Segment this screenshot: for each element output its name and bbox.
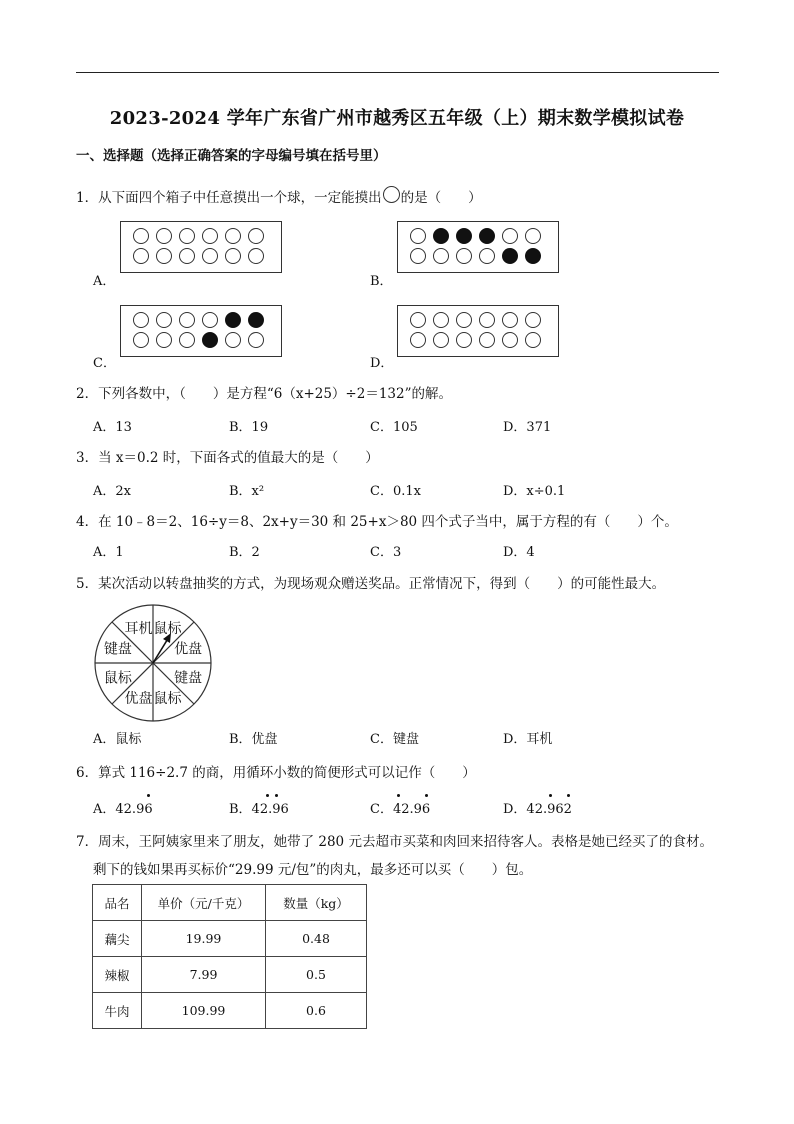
white-ball	[433, 332, 449, 348]
food-table	[92, 884, 367, 1029]
q2-option-a: A．13	[93, 420, 132, 435]
white-ball	[502, 312, 518, 328]
wheel-sector-label: 鼠标	[153, 620, 182, 637]
white-ball	[410, 312, 426, 328]
q4-option-a: A．1	[93, 545, 124, 560]
table-header: 单价（元/千克）	[142, 885, 266, 921]
question-3: 3．当 x＝0.2 时，下面各式的值最大的是（ ）	[76, 450, 379, 466]
black-ball	[479, 228, 495, 244]
q1-box-a	[120, 221, 282, 273]
question-5: 5．某次活动以转盘抽奖的方式，为现场观众赠送奖品。正常情况下，得到（ ）的可能性最大。	[76, 576, 666, 592]
table-row	[93, 993, 367, 1029]
q1-label-a: A．	[93, 274, 116, 289]
white-ball	[525, 312, 541, 328]
q1-box-b	[397, 221, 559, 273]
black-ball	[456, 228, 472, 244]
white-ball	[479, 248, 495, 264]
table-cell: 109.99	[142, 993, 266, 1029]
table-header: 数量（kg）	[266, 885, 367, 921]
q1-label-b: B．	[370, 274, 393, 289]
q1-label-d: D．	[370, 356, 394, 371]
black-ball	[525, 248, 541, 264]
q1-box-c	[120, 305, 282, 357]
white-ball	[410, 248, 426, 264]
white-ball	[156, 312, 172, 328]
q5-option-b: B．优盘	[229, 732, 278, 747]
table-cell: 0.48	[266, 921, 367, 957]
repeat-dot	[425, 794, 428, 797]
table-row	[93, 957, 367, 993]
white-ball	[156, 332, 172, 348]
white-ball	[456, 248, 472, 264]
q4-option-b: B．2	[229, 545, 260, 560]
white-ball	[202, 248, 218, 264]
question-1	[76, 186, 482, 206]
q5-option-d: D．耳机	[503, 732, 553, 747]
white-ball	[179, 248, 195, 264]
section-heading: 一、选择题（选择正确答案的字母编号填在括号里）	[76, 148, 387, 164]
q4-option-c: C．3	[370, 545, 402, 560]
question-2: 2．下列各数中，（ ）是方程“6（x+25）÷2＝132”的解。	[76, 386, 453, 402]
q3-option-c: C．0.1x	[370, 484, 421, 499]
white-ball	[456, 312, 472, 328]
wheel-sector-label: 键盘	[174, 670, 203, 687]
repeat-dot	[275, 794, 278, 797]
white-ball	[179, 332, 195, 348]
question-4: 4．在 10﹣8＝2、16÷y＝8、2x+y＝30 和 25+x＞80 四个式子当中，属于方程的有（ ）个。	[76, 514, 678, 530]
white-ball	[433, 312, 449, 328]
question-7-line-2: 剩下的钱如果再买标价“29.99 元/包”的肉丸，最多还可以买（ ）包。	[93, 862, 533, 878]
q4-option-d: D．4	[503, 545, 535, 560]
black-ball	[433, 228, 449, 244]
top-rule	[76, 72, 719, 73]
white-ball	[225, 248, 241, 264]
white-ball-icon	[383, 186, 400, 203]
wheel-sector-label: 鼠标	[103, 670, 132, 687]
wheel-sector-label: 优盘	[124, 691, 153, 708]
white-ball	[179, 228, 195, 244]
table-cell: 19.99	[142, 921, 266, 957]
table-row	[93, 921, 367, 957]
q1-label-c: C．	[93, 356, 116, 371]
white-ball	[225, 228, 241, 244]
q2-option-d: D．371	[503, 420, 552, 435]
white-ball	[456, 332, 472, 348]
page-title: 2023-2024 学年广东省广州市越秀区五年级（上）期末数学模拟试卷	[109, 108, 685, 129]
q6-option-a: A．42.96	[93, 802, 153, 817]
white-ball	[133, 228, 149, 244]
table-cell: 辣椒	[93, 957, 142, 993]
white-ball	[202, 312, 218, 328]
wheel-sector-label: 键盘	[103, 641, 132, 658]
table-cell: 藕尖	[93, 921, 142, 957]
question-1-text: 1．从下面四个箱子中任意摸出一个球，一定能摸出	[76, 190, 382, 206]
table-cell: 牛肉	[93, 993, 142, 1029]
black-ball	[248, 312, 264, 328]
q3-option-a: A．2x	[93, 484, 131, 499]
white-ball	[248, 332, 264, 348]
q1-box-d	[397, 305, 559, 357]
white-ball	[479, 332, 495, 348]
table-header: 品名	[93, 885, 142, 921]
q5-option-c: C．键盘	[370, 732, 419, 747]
white-ball	[525, 228, 541, 244]
white-ball	[248, 248, 264, 264]
white-ball	[410, 332, 426, 348]
wheel-sector-label: 优盘	[174, 641, 203, 658]
question-7-line-1: 7．周末，王阿姨家里来了朋友，她带了 280 元去超市买菜和肉回来招待客人。表格是她已经买了的食材。	[76, 834, 713, 850]
q6-option-c: C．42.96	[370, 802, 431, 817]
prize-wheel	[92, 602, 214, 724]
wheel-sector-label: 耳机	[124, 620, 153, 637]
repeat-dot	[266, 794, 269, 797]
white-ball	[202, 228, 218, 244]
white-ball	[133, 248, 149, 264]
q2-option-c: C．105	[370, 420, 418, 435]
white-ball	[525, 332, 541, 348]
repeat-dot	[549, 794, 552, 797]
wheel-sector-label: 鼠标	[153, 691, 182, 708]
question-1-text-end: 的是（ ）	[400, 190, 482, 206]
black-ball	[502, 248, 518, 264]
q3-option-b: B．x²	[229, 484, 265, 499]
white-ball	[225, 332, 241, 348]
q3-option-d: D．x÷0.1	[503, 484, 566, 499]
white-ball	[133, 312, 149, 328]
white-ball	[502, 332, 518, 348]
white-ball	[502, 228, 518, 244]
white-ball	[133, 332, 149, 348]
white-ball	[479, 312, 495, 328]
white-ball	[156, 228, 172, 244]
table-cell: 0.5	[266, 957, 367, 993]
black-ball	[225, 312, 241, 328]
white-ball	[156, 248, 172, 264]
white-ball	[410, 228, 426, 244]
table-cell: 0.6	[266, 993, 367, 1029]
question-6: 6．算式 116÷2.7 的商，用循环小数的简便形式可以记作（ ）	[76, 765, 476, 781]
white-ball	[433, 248, 449, 264]
q6-option-b: B．42.96	[229, 802, 289, 817]
white-ball	[179, 312, 195, 328]
q6-option-d: D．42.962	[503, 802, 572, 817]
repeat-dot	[567, 794, 570, 797]
table-header-row	[93, 885, 367, 921]
q2-option-b: B．19	[229, 420, 269, 435]
table-cell: 7.99	[142, 957, 266, 993]
black-ball	[202, 332, 218, 348]
q5-option-a: A．鼠标	[93, 732, 142, 747]
white-ball	[248, 228, 264, 244]
repeat-dot	[397, 794, 400, 797]
repeat-dot	[147, 794, 150, 797]
